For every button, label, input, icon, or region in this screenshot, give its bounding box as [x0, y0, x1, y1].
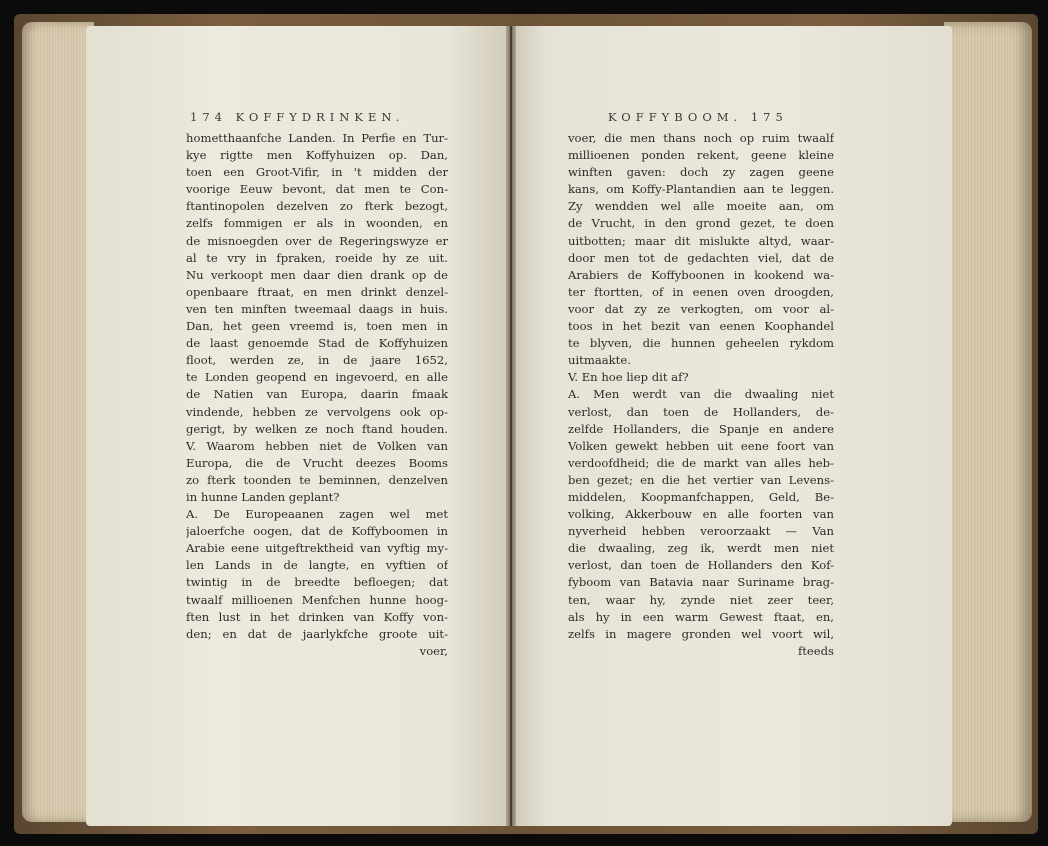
text-line: toen een Groot-Vifir, in 't midden der: [186, 165, 448, 180]
text-line: kye rigtte men Koffyhuizen op. Dan,: [186, 148, 448, 163]
book-gutter: [506, 26, 516, 826]
text-line: de Vrucht, in den grond gezet, te doen: [568, 216, 834, 231]
text-line: floot, werden ze, in de jaare 1652,: [186, 353, 448, 368]
text-line: Volken gewekt hebben uit eene foort van: [568, 438, 834, 453]
text-line: ben gezet; en die het vertier van Levens-: [568, 472, 834, 487]
text-line: ften lust in het drinken van Koffy von-: [186, 609, 448, 624]
text-line: volking, Akkerbouw en alle foorten van: [568, 507, 834, 522]
text-line: den; en dat de jaarlykfche groote uit-: [186, 626, 448, 641]
text-line: verdoofdheid; die de markt van alles heb-: [568, 455, 834, 470]
text-line: Zy wendden wel alle moeite aan, om: [568, 199, 834, 214]
right-page-header: KOFFYBOOM. 175: [608, 110, 788, 124]
text-line: gerigt, by welken ze noch ftand houden.: [186, 421, 448, 436]
text-line: vindende, hebben ze vervolgens ook op-: [186, 404, 448, 419]
text-line: middelen, Koopmanfchappen, Geld, Be-: [568, 489, 834, 504]
left-page-edges: [22, 22, 94, 822]
text-line: nyverheid hebben veroorzaakt — Van: [568, 524, 834, 539]
right-page-text: [568, 130, 834, 660]
text-line: door men tot de gedachten viel, dat de: [568, 250, 834, 265]
text-line: in hunne Landen geplant?: [186, 489, 340, 504]
text-line: verlost, dan toen de Hollanders, de-: [568, 404, 834, 419]
text-line: zelfs in magere gronden wel voort wil,: [568, 626, 834, 641]
text-line: verlost, dan toen de Hollanders den Kof-: [568, 558, 834, 573]
text-line: len Lands in de langte, en vyftien of: [186, 558, 448, 573]
text-line: voer,: [419, 643, 448, 658]
text-line: kans, om Koffy-Plantandien aan te leggen.: [568, 182, 834, 197]
text-line: voorige Eeuw bevont, dat men te Con-: [186, 182, 448, 197]
text-line: ven ten minften tweemaal daags in huis.: [186, 301, 448, 316]
text-line: ten, waar hy, zynde niet zeer teer,: [568, 592, 834, 607]
text-line: zelfde Hollanders, die Spanje en andere: [568, 421, 834, 436]
text-line: uitbotten; maar dit mislukte altyd, waar-: [568, 233, 834, 248]
text-line: A. De Europeaanen zagen wel met: [186, 507, 448, 522]
text-line: Arabie eene uitgeftrektheid van vyftig my-: [186, 541, 448, 556]
text-line: twintig in de breedte befloegen; dat: [186, 575, 448, 590]
text-line: de Natien van Europa, daarin fmaak: [186, 387, 448, 402]
text-line: Europa, die de Vrucht deezes Booms: [186, 455, 448, 470]
text-line: als hy in een warm Gewest ftaat, en,: [568, 609, 834, 624]
text-line: winften gaven: doch zy zagen geene: [568, 165, 834, 180]
text-line: fteeds: [797, 643, 834, 658]
text-line: V. En hoe liep dit af?: [568, 370, 689, 385]
text-line: A. Men werdt van die dwaaling niet: [568, 387, 834, 402]
text-line: jaloerfche oogen, dat de Koffyboomen in: [186, 524, 448, 539]
text-line: millioenen ponden rekent, geene kleine: [568, 148, 834, 163]
text-line: uitmaakte.: [568, 353, 631, 368]
text-line: Nu verkoopt men daar dien drank op de: [186, 267, 448, 282]
text-line: V. Waarom hebben niet de Volken van: [186, 438, 448, 453]
text-line: hometthaanfche Landen. In Perfie en Tur-: [186, 131, 448, 145]
text-line: openbaare ftraat, en men drinkt denzel-: [186, 284, 448, 299]
text-line: de misnoegden over de Regeringswyze er: [186, 233, 448, 248]
text-line: voer, die men thans noch op ruim twaalf: [568, 131, 834, 145]
left-page-text: [186, 130, 448, 660]
text-line: zo fterk toonden te beminnen, denzelven: [186, 472, 448, 487]
text-line: voor dat zy ze verkogten, om voor al-: [568, 301, 834, 316]
text-line: de laast genoemde Stad de Koffyhuizen: [186, 336, 448, 351]
text-line: Dan, het geen vreemd is, toen men in: [186, 319, 448, 334]
text-line: te Londen geopend en ingevoerd, en alle: [186, 370, 448, 385]
text-line: al te vry in fpraken, roeide hy ze uit.: [186, 250, 448, 265]
text-line: te blyven, die hunnen geheelen rykdom: [568, 336, 834, 351]
text-line: twaalf millioenen Menfchen hunne hoog-: [186, 592, 448, 607]
text-line: ter ftortten, of in eenen oven droogden,: [568, 284, 834, 299]
right-page-edges: [944, 22, 1032, 822]
left-page-header: 174 KOFFYDRINKEN.: [190, 110, 405, 124]
text-line: die dwaaling, zeg ik, werdt men niet: [568, 541, 834, 556]
text-line: zelfs fommigen er als in woonden, en: [186, 216, 448, 231]
text-line: toos in het bezit van eenen Koophandel: [568, 319, 834, 334]
text-line: fyboom van Batavia naar Suriname brag-: [568, 575, 834, 590]
text-line: Arabiers de Koffyboonen in kookend wa-: [568, 267, 834, 282]
text-line: ftantinopolen dezelven zo fterk bezogt,: [186, 199, 448, 214]
